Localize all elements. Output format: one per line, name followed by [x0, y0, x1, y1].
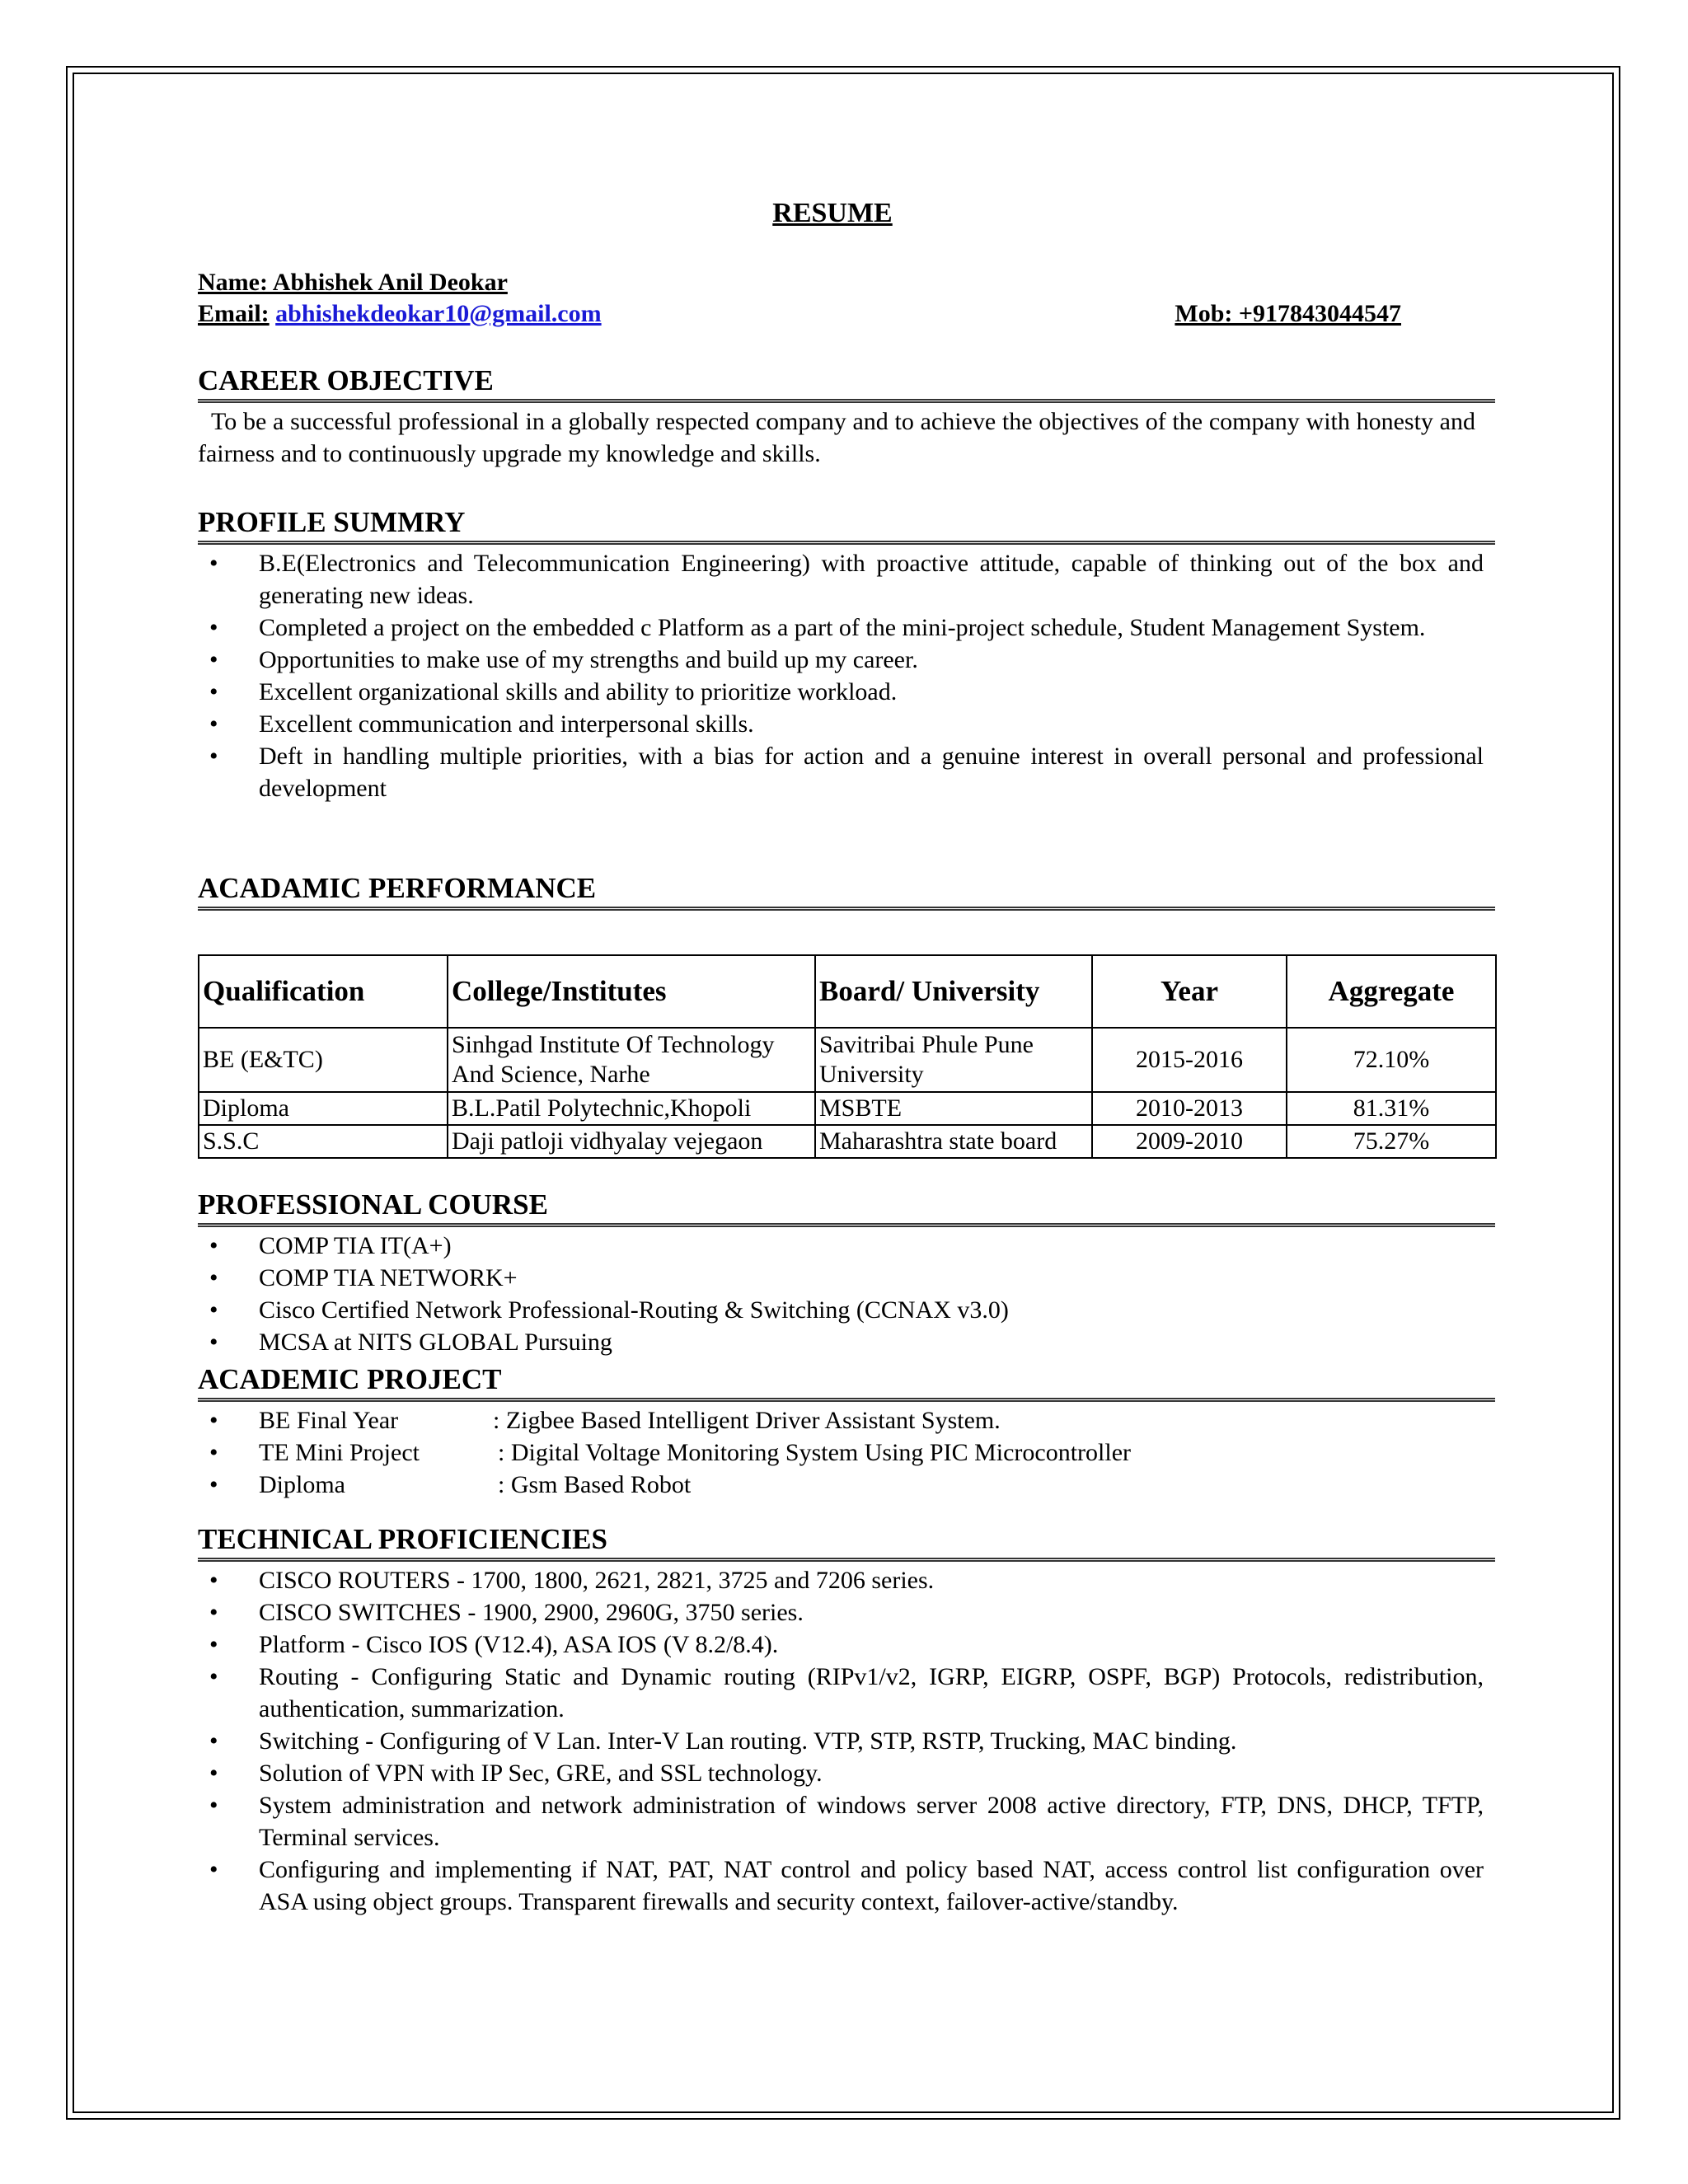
project-title: : Zigbee Based Intelligent Driver Assistant System.	[493, 1407, 1001, 1434]
project-label: BE Final Year	[259, 1407, 399, 1434]
list-item: • MCSA at NITS GLOBAL Pursuing	[209, 1329, 612, 1356]
academic-performance-table	[198, 954, 1497, 1159]
table-row	[199, 1028, 1496, 1092]
list-item: • Cisco Certified Network Professional-Routing & Switching (CCNAX v3.0)	[209, 1296, 1009, 1324]
table-cell: 2009-2010	[1092, 1125, 1287, 1158]
name-line: Name: Abhishek Anil Deokar	[198, 269, 508, 296]
academic-performance-heading: ACADAMIC PERFORMANCE	[198, 870, 1495, 911]
academic-project-list	[198, 1404, 1484, 1501]
table-cell: BE (E&TC)	[199, 1028, 448, 1092]
list-item: • CISCO SWITCHES - 1900, 2900, 2960G, 3750 series.	[209, 1599, 804, 1626]
list-item: • CISCO ROUTERS - 1700, 1800, 2621, 2821, 3725 and 7206 series.	[209, 1567, 935, 1594]
list-item: • Solution of VPN with IP Sec, GRE, and SSL technology.	[209, 1760, 823, 1787]
list-item: • Completed a project on the embedded c Platform as a part of the mini-project schedule, Student Management System.	[209, 614, 1426, 641]
project-title: : Digital Voltage Monitoring System Using PIC Microcontroller	[498, 1439, 1132, 1466]
list-item: • Diploma : Gsm Based Robot	[198, 1469, 1484, 1501]
table-cell: 2015-2016	[1092, 1028, 1287, 1092]
table-row	[199, 1125, 1496, 1158]
table-header-row	[199, 955, 1496, 1028]
list-item: • Configuring and implementing if NAT, PAT, NAT control and policy based NAT, access control list configuration over ASA using object groups. Transparent firewalls and security context, failover-active/standby.	[209, 1856, 1484, 1915]
project-label: Diploma	[259, 1471, 345, 1498]
table-cell: 72.10%	[1287, 1028, 1496, 1092]
project-title: : Gsm Based Robot	[498, 1471, 692, 1498]
email-line	[198, 300, 1467, 328]
list-item: • Platform - Cisco IOS (V12.4), ASA IOS (V 8.2/8.4).	[209, 1631, 779, 1658]
resume-title: RESUME	[772, 198, 893, 228]
table-cell: Savitribai Phule Pune University	[815, 1028, 1092, 1092]
table-cell: 75.27%	[1287, 1125, 1496, 1158]
profile-summary-list	[198, 547, 1484, 804]
mobile-number: Mob: +917843044547	[1175, 300, 1401, 327]
list-item: • Opportunities to make use of my strengths and build up my career.	[209, 646, 918, 673]
career-objective-heading: CAREER OBJECTIVE	[198, 363, 1495, 403]
table-cell: Sinhgad Institute Of Technology And Science, Narhe	[448, 1028, 815, 1092]
email-label: Email:	[198, 300, 270, 327]
list-item: • COMP TIA IT(A+)	[209, 1232, 452, 1259]
column-header: Aggregate	[1287, 955, 1496, 1028]
professional-course-heading: PROFESSIONAL COURSE	[198, 1187, 1495, 1227]
column-header: Board/ University	[815, 955, 1092, 1028]
list-item: • BE Final Year : Zigbee Based Intelligent Driver Assistant System.	[198, 1404, 1484, 1436]
column-header: Qualification	[199, 955, 448, 1028]
table-cell: Daji patloji vidhyalay vejegaon	[448, 1125, 815, 1158]
list-item: • System administration and network administration of windows server 2008 active directory, FTP, DNS, DHCP, TFTP, Terminal services.	[209, 1792, 1484, 1851]
table-cell: S.S.C	[199, 1125, 448, 1158]
professional-course-list	[198, 1230, 1484, 1358]
table-cell: 2010-2013	[1092, 1092, 1287, 1125]
list-item: • Deft in handling multiple priorities, with a bias for action and a genuine interest in overall personal and professional development	[209, 743, 1484, 802]
column-header: College/Institutes	[448, 955, 815, 1028]
profile-summary-heading: PROFILE SUMMRY	[198, 504, 1495, 545]
table-cell: Diploma	[199, 1092, 448, 1125]
list-item: • Excellent organizational skills and ability to prioritize workload.	[209, 678, 898, 705]
technical-proficiencies-heading: TECHNICAL PROFICIENCIES	[198, 1521, 1495, 1562]
list-item: • Excellent communication and interpersonal skills.	[209, 710, 754, 738]
email-link[interactable]: abhishekdeokar10@gmail.com	[275, 300, 602, 327]
list-item: • Switching - Configuring of V Lan. Inter-V Lan routing. VTP, STP, RSTP, Trucking, MAC binding.	[209, 1727, 1237, 1755]
list-item: • B.E(Electronics and Telecommunication Engineering) with proactive attitude, capable of thinking out of the box and generating new ideas.	[209, 550, 1484, 609]
table-cell: B.L.Patil Polytechnic,Khopoli	[448, 1092, 815, 1125]
list-item: • COMP TIA NETWORK+	[209, 1264, 518, 1291]
technical-proficiencies-list	[198, 1564, 1484, 1918]
column-header: Year	[1092, 955, 1287, 1028]
table-cell: MSBTE	[815, 1092, 1092, 1125]
list-item: • TE Mini Project : Digital Voltage Monitoring System Using PIC Microcontroller	[198, 1436, 1484, 1469]
career-objective-text: To be a successful professional in a globally respected company and to achieve the objectives of the company with honesty and fairness and to continuously upgrade my knowledge and skills.	[198, 408, 1475, 467]
table-cell: 81.31%	[1287, 1092, 1496, 1125]
academic-project-heading: ACADEMIC PROJECT	[198, 1361, 1495, 1402]
list-item: • Routing - Configuring Static and Dynamic routing (RIPv1/v2, IGRP, EIGRP, OSPF, BGP) Protocols, redistribution, authentication, summarization.	[209, 1663, 1484, 1722]
table-cell: Maharashtra state board	[815, 1125, 1092, 1158]
table-row	[199, 1092, 1496, 1125]
project-label: TE Mini Project	[259, 1439, 420, 1466]
